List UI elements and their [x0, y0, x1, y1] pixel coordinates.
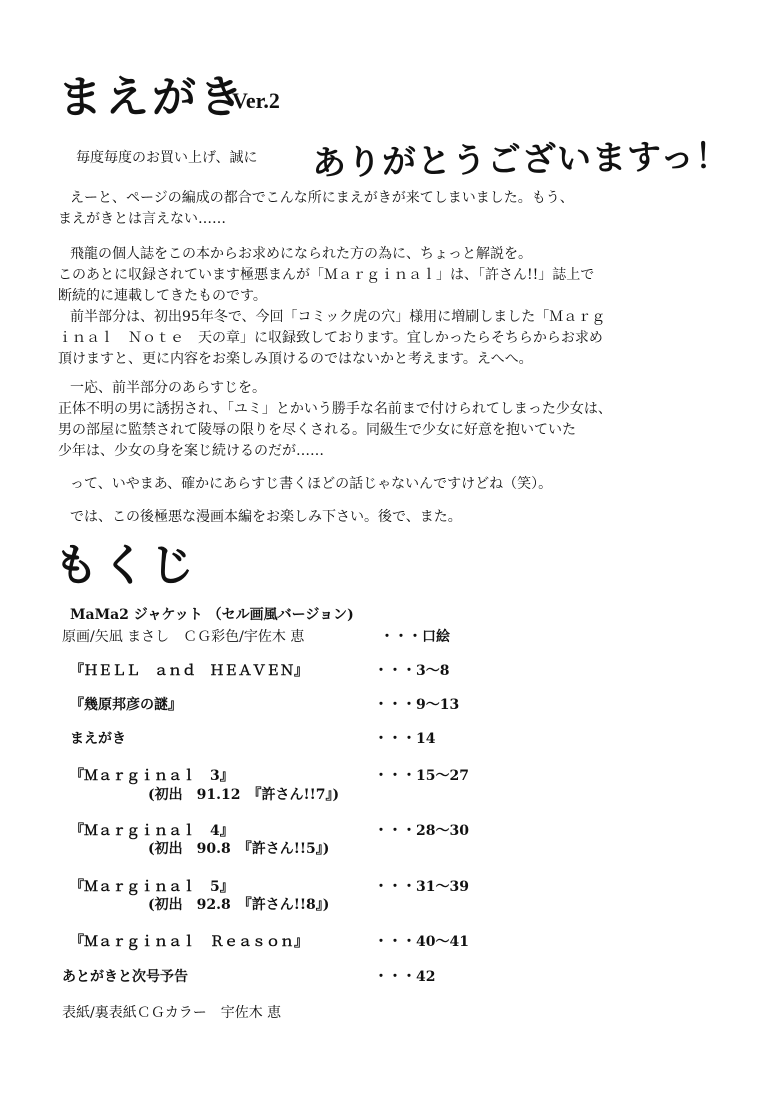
preface-paragraph: 前半部分は、初出95年冬で、今回「コミック虎の穴」様用に増刷しました「Ｍａｒｇ — [70, 309, 606, 325]
toc-entry-title: 『幾原邦彦の謎』 — [70, 697, 182, 713]
toc-entry-title: 『Ｍａｒｇｉｎａｌ 4』 — [70, 823, 234, 839]
preface-paragraph: ｉｎａｌ Ｎｏｔｅ 天の章」に収録致しております。宜しかったらそちらからお求め — [58, 330, 603, 346]
preface-paragraph: 少年は、少女の身を案じ続けるのだが…… — [58, 443, 324, 459]
thanks-lead: 毎度毎度のお買い上げ、誠に — [76, 150, 258, 166]
toc-entry-title: 『Ｍａｒｇｉｎａｌ Ｒｅａｓｏｎ』 — [70, 934, 308, 950]
preface-paragraph: 飛龍の個人誌をこの本からお求めになられた方の為に、ちょっと解説を。 — [70, 246, 532, 262]
preface-paragraph: って、いやまあ、確かにあらすじ書くほどの話じゃないんですけどね（笑）。 — [70, 476, 553, 492]
toc-entry-page: ・・・31〜39 — [374, 879, 469, 895]
preface-paragraph: このあとに収録されています極悪まんが「Ｍａｒｇｉｎａｌ」は、「許さん!!」誌上で — [58, 267, 595, 283]
toc-entry-page: ・・・40〜41 — [374, 934, 469, 950]
preface-paragraph: 断続的に連載してきたものです。 — [58, 288, 267, 304]
preface-paragraph: 正体不明の男に誘拐され、「ユミ」とかいう勝手な名前まで付けられてしまった少女は、 — [58, 401, 612, 417]
toc-entry-page: ・・・3〜8 — [374, 663, 450, 679]
preface-version: Ver.2 — [232, 88, 280, 113]
toc-entry-title: MaMa2 ジャケット （セル画風バージョン) — [70, 607, 354, 623]
preface-paragraph: では、この後極悪な漫画本編をお楽しみ下さい。後で、また。 — [70, 509, 462, 525]
toc-entry-title: あとがきと次号予告 — [62, 969, 188, 985]
toc-entry-page: ・・・口絵 — [380, 629, 450, 645]
preface-paragraph: 頂けますと、更に内容をお楽しみ頂けるのではないかと考えます。えへへ。 — [58, 351, 533, 367]
toc-entry-subtitle: (初出 91.12 『許さん!!7』) — [148, 787, 340, 803]
toc-entry-title: まえがき — [70, 731, 126, 747]
toc-entry-page: ・・・9〜13 — [374, 697, 460, 713]
preface-paragraph: まえがきとは言えない…… — [58, 211, 226, 227]
toc-entry-subtitle: (初出 90.8 『許さん!!5』) — [148, 841, 330, 857]
toc-entry-title: 『Ｍａｒｇｉｎａｌ 3』 — [70, 768, 234, 784]
toc-entry-page: ・・・15〜27 — [374, 768, 469, 784]
toc-entry-page: ・・・14 — [374, 731, 436, 747]
thanks-handwritten: ありがとうございますっ！ — [311, 136, 731, 184]
toc-entry-title: 表紙/裏表紙ＣＧカラー 宇佐木 恵 — [62, 1005, 282, 1021]
toc-entry-title: 『ＨＥＬＬ ａｎｄ ＨＥＡＶＥＮ』 — [70, 663, 308, 679]
toc-title: もくじ — [54, 540, 198, 591]
toc-entry-page: ・・・28〜30 — [374, 823, 469, 839]
toc-entry-subtitle: (初出 92.8 『許さん!!8』) — [148, 897, 330, 913]
preface-paragraph: 一応、前半部分のあらすじを。 — [70, 380, 266, 396]
toc-entry-page: ・・・42 — [374, 969, 436, 985]
preface-paragraph: えーと、ページの編成の都合でこんな所にまえがきが来てしまいました。もう、 — [70, 190, 574, 206]
preface-paragraph: 男の部屋に監禁されて陵辱の限りを尽くされる。同級生で少女に好意を抱いていた — [58, 422, 576, 438]
toc-entry-title: 原画/矢凪 まさし ＣＧ彩色/宇佐木 恵 — [62, 629, 305, 645]
preface-title: まえがき — [58, 72, 246, 123]
toc-entry-title: 『Ｍａｒｇｉｎａｌ 5』 — [70, 879, 234, 895]
